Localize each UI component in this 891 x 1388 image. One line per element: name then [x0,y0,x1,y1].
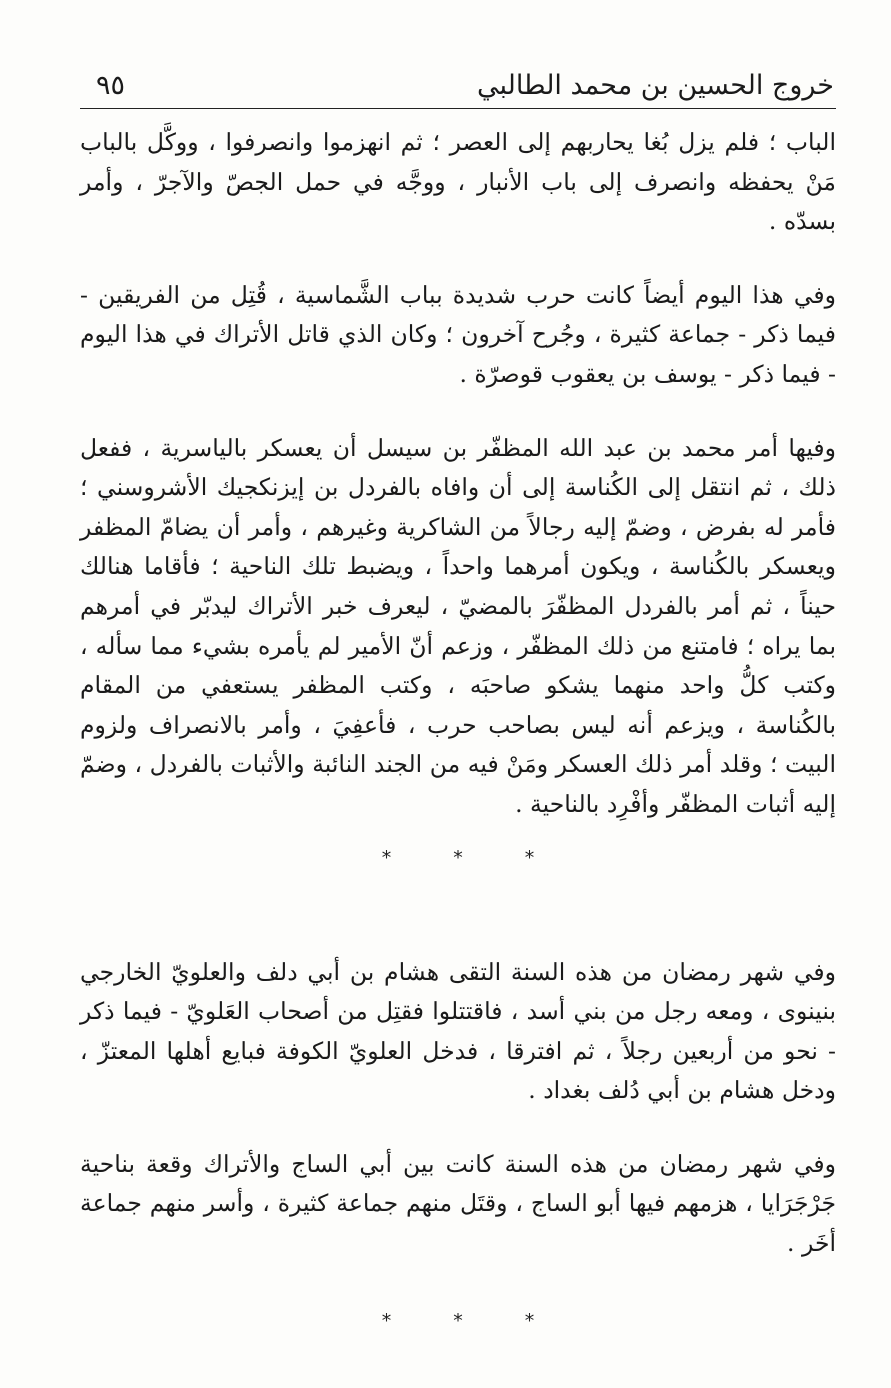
running-head [80,60,836,109]
section-separator: * * * [381,1309,563,1332]
book-page [80,60,836,1332]
paragraph: الباب ؛ فلم يزل بُغا يحاربهم إلى العصر ؛ ثم انهزموا وانصرفوا ، ووكَّل بالباب مَنْ يحفظه وانصرف إلى باب الأنبار ، ووجَّه في حمل الجصّ والآجرّ ، وأمر بسدّه . [80,128,836,236]
section-separator: * * * [381,846,563,869]
paragraph: وفي شهر رمضان من هذه السنة كانت بين أبي الساج والأتراك وقعة بناحية جَرْجَرَايا ، هزمهم فيها أبو الساج ، وقتَل منهم جماعة كثيرة ، وأسر منهم جماعة أخَر . [80,1149,836,1258]
paragraph: وفي هذا اليوم أيضاً كانت حرب شديدة بباب الشَّماسية ، قُتِل من الفريقين - فيما ذكر - جماعة كثيرة ، وجُرح آخرون ؛ وكان الذي قاتل الأتراك في هذا اليوم - فيما ذكر - يوسف بن يعقوب قوصرّة . [80,280,836,388]
running-title: خروج الحسين بن محمد الطالبي [476,70,834,101]
paragraph: وفيها أمر محمد بن عبد الله المظفّر بن سيسل أن يعسكر بالياسرية ، ففعل ذلك ، ثم انتقل إلى الكُناسة إلى أن وافاه بالفردل بن إيزنكجيك الأشروسني ؛ فأمر له بفرض ، وضمّ إليه رجالاً من الشاكرية وغيرهم ، وأمر أن يضامّ المظفر ويعسكر بالكُناسة ، ويكون أمرهما واحداً ، ويضبط تلك الناحية ؛ فأقاما هنالك حيناً ، ثم أمر بالفردل المظفّرَ بالمضيّ ، ليعرف خبر الأتراك ليدبّر في أمرهم بما يراه ؛ فامتنع من ذلك المظفّر ، وزعم أنّ الأمير لم يأمره بشيء مما سأله ، وكتب كلُّ واحد منهما يشكو صاحبَه ، وكتب المظفر يستعفي من المقام بالكُناسة ، ويزعم أنه ليس بصاحب حرب ، فأعفِيَ ، وأمر بالانصراف ولزوم البيت ؛ وقلد أمر ذلك العسكر ومَنْ فيه من الجند النائبة والأثبات بالفردل ، وضمّ إليه أثبات المظفّر وأفْرِد بالناحية . [80,433,836,818]
paragraph: وفي شهر رمضان من هذه السنة التقى هشام بن أبي دلف والعلويّ الخارجي بنينوى ، ومعه رجل من بني أسد ، فاقتتلوا فقتِل من أصحاب العَلويّ - فيما ذكر - نحو من أربعين رجلاً ، ثم افترقا ، فدخل العلويّ الكوفة فبايع أهلها المعتزّ ، ودخل هشام بن أبي دُلف بغداد . [80,957,836,1105]
page-number: ٩٥ [96,70,126,101]
